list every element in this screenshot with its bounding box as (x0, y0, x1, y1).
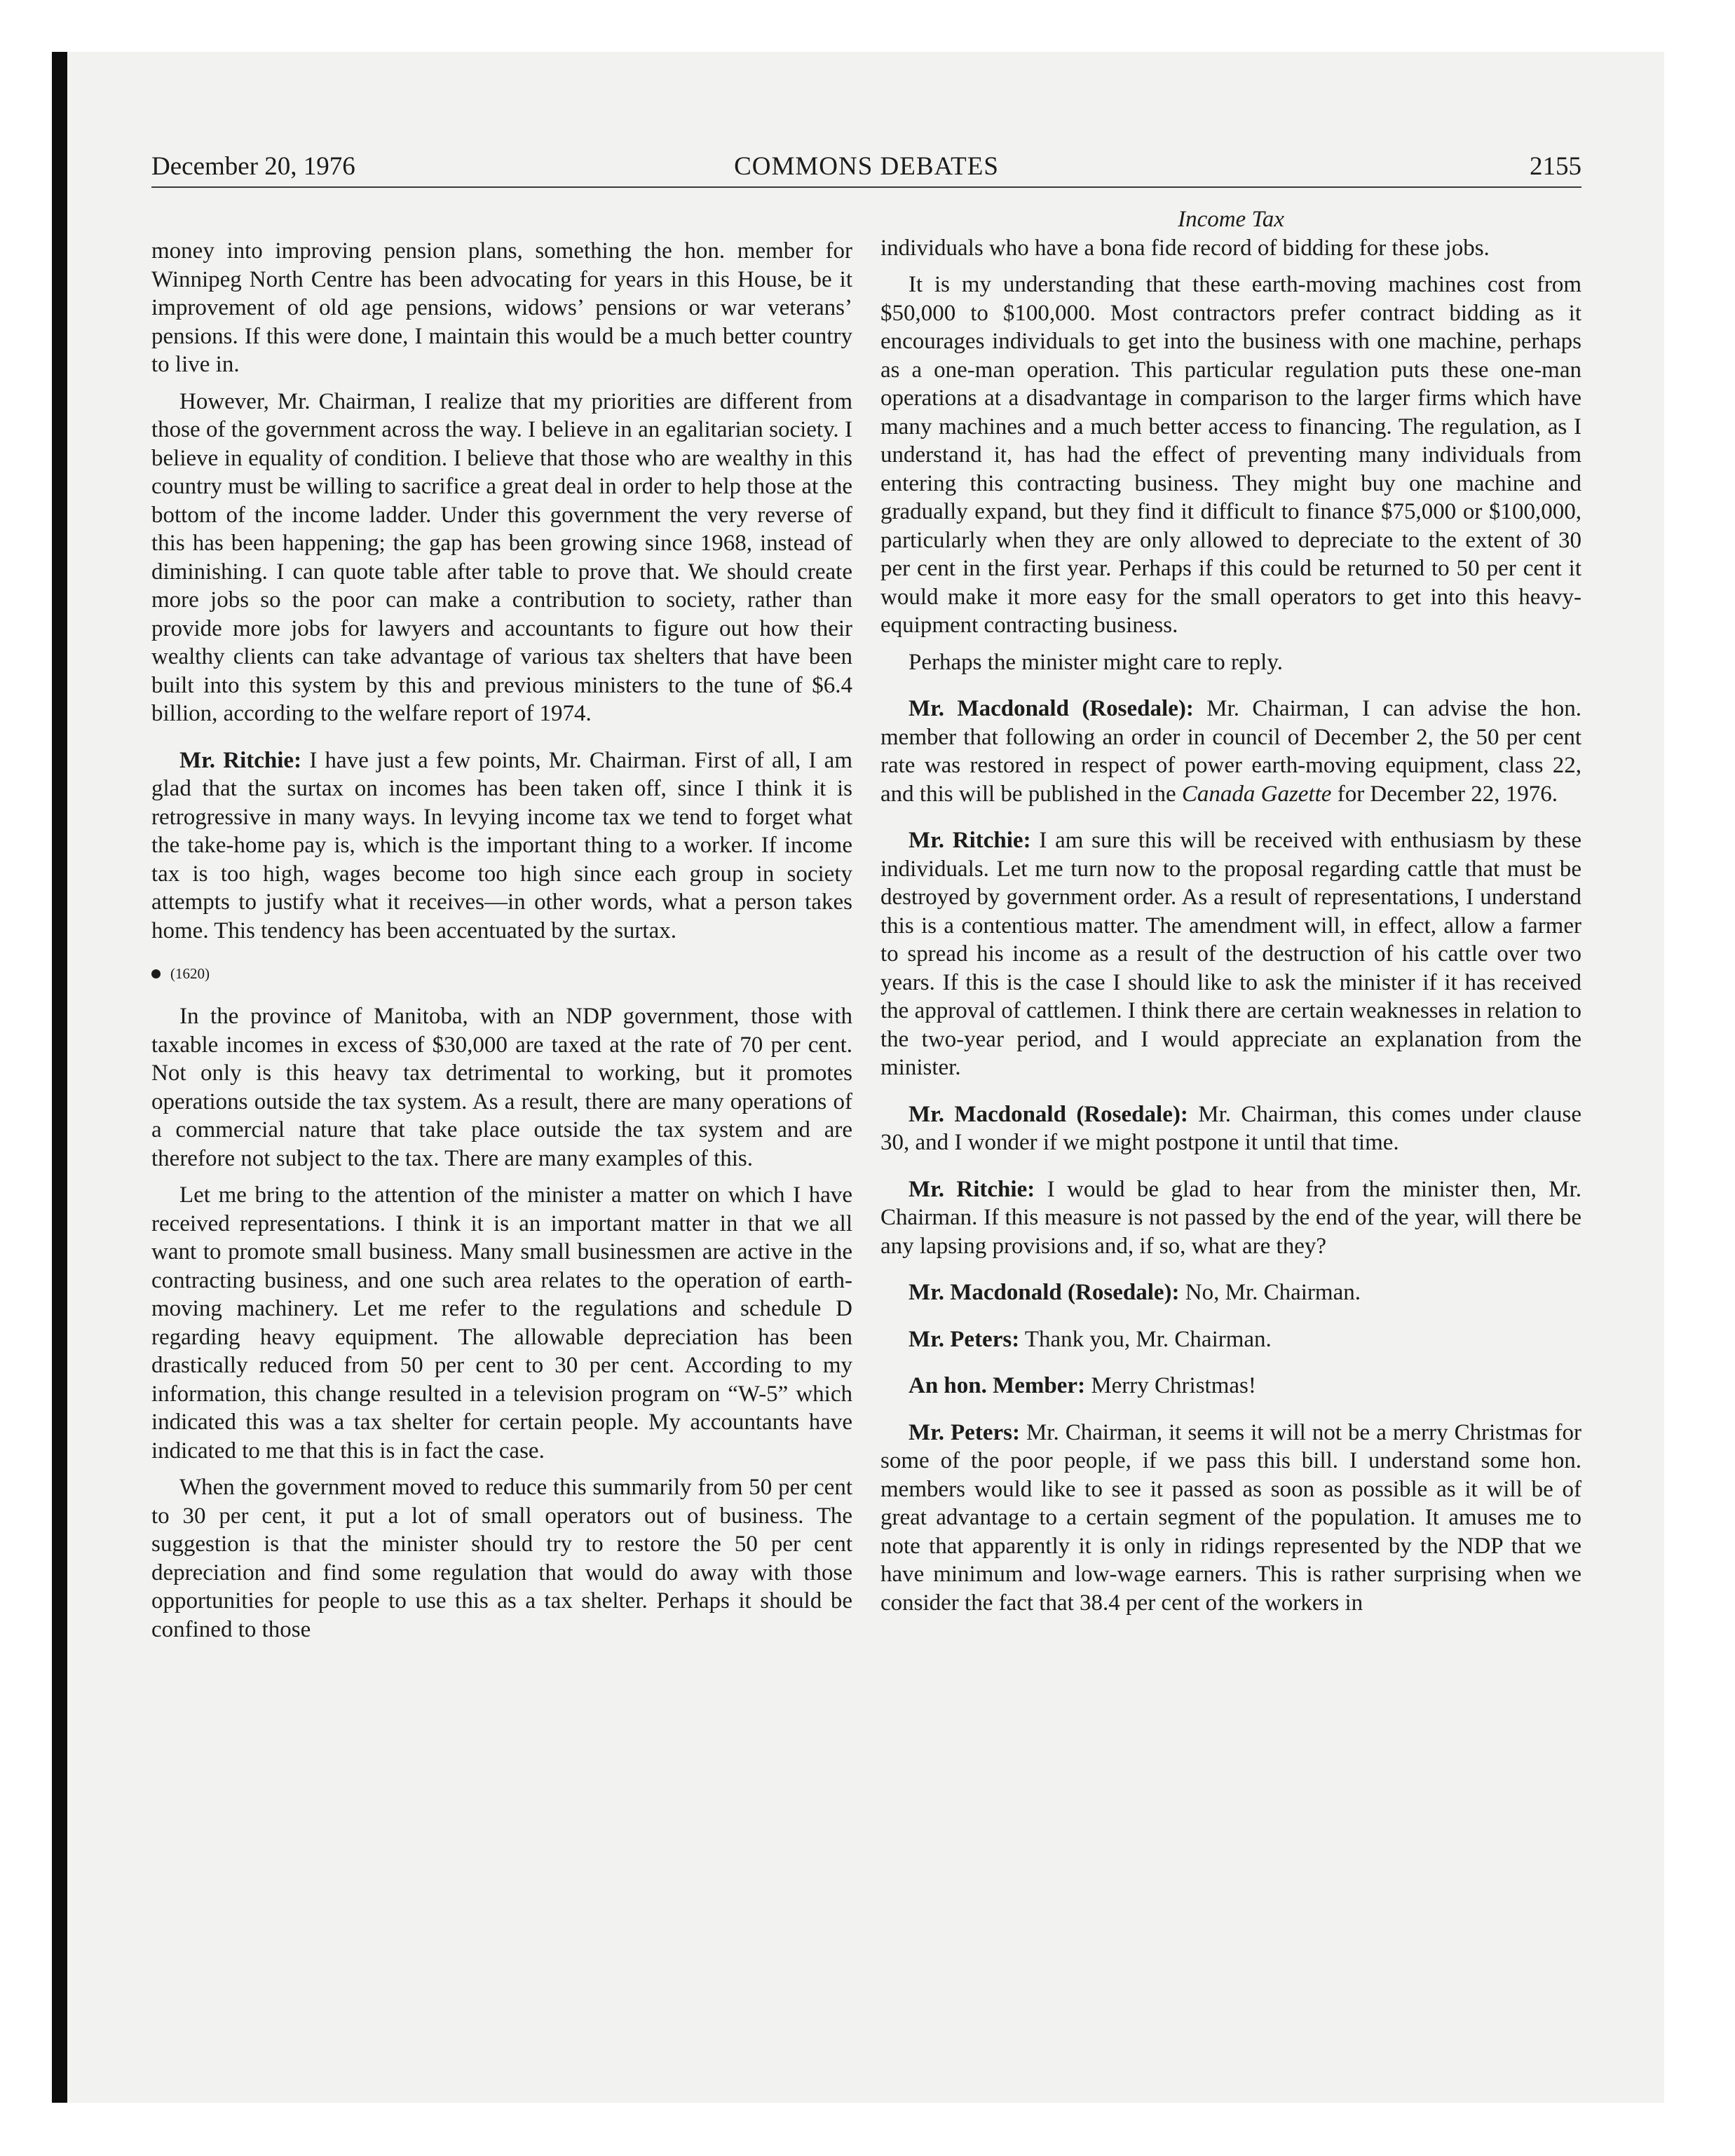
paragraph: However, Mr. Chairman, I realize that my priorities are different from those of the government across the way. I believe in an egalitarian society. I believe in equality of condition. I believe that those who are wealthy in this country must be willing to sacrifice a great deal in order to help those at the bottom of the income ladder. Under this government the very reverse of this has been happening; the gap has been growing since 1968, instead of diminishing. I can quote table after table to prove that. We should create more jobs so the poor can make a contribution to society, rather than provide more jobs for lawyers and accountants to figure out how their wealthy clients can take advantage of various tax shelters that have been built into this system by this and previous ministers to the tune of $6.4 billion, according to the welfare report of 1974. (151, 388, 852, 726)
speech-text: I am sure this will be received with enthusiasm by these individuals. Let me turn now to the proposal regarding cattle that must be destroyed by government order. As a result of representations, I understand this is a contentious matter. The amendment will, in effect, allow a farmer to spread his income as a result of the destruction of his cattle over two years. If this is the case I should like to ask the minister if it has received the approval of cattlemen. I think there are certain weaknesses in relation to the two-year period, and I would appreciate an explanation from the minister. (880, 828, 1582, 1080)
speaker-name: Mr. Ritchie: (909, 828, 1031, 853)
speaker-name: Mr. Macdonald (Rosedale): (909, 696, 1194, 721)
speech-text: Mr. Chairman, it seems it will not be a merry Christmas for some of the poor people, if we pass this bill. I understand some hon. members would like to see it passed as soon as possible as it will be of great advantage to a certain segment of the population. It amuses me to note that apparently it is only in ridings represented by the NDP that we have minimum and low-wage earners. This is rather surprising when we consider the fact that 38.4 per cent of the workers in (880, 1419, 1581, 1616)
paragraph: money into improving pension plans, something the hon. member for Winnipeg North Centre has been advocating for years in this House, be it improvement of old age pensions, widows’ pensions or war veterans’ pensions. If this were done, I maintain this would be a much better country to live in. (151, 238, 852, 377)
speech (880, 1278, 1581, 1307)
speaker-name: Mr. Macdonald (Rosedale): (909, 1101, 1188, 1127)
paragraph: When the government moved to reduce this summarily from 50 per cent to 30 per cent, it put a lot of small operators out of business. The suggestion is that the minister should try to restore the 50 per cent depreciation and find some regulation that would do away with those opportunities for people to use this as a tax shelter. Perhaps it should be confined to those (151, 1475, 852, 1642)
speech (880, 1175, 1581, 1261)
header-date: December 20, 1976 (151, 152, 355, 181)
speech (880, 1372, 1581, 1400)
speech (880, 1419, 1581, 1618)
speaker-name: Mr. Peters: (909, 1419, 1020, 1445)
speech-text: Mr. Chairman, this comes under clause 30, and I wonder if we might postpone it until that time. (880, 1101, 1582, 1155)
page-header (151, 150, 1581, 188)
speech (880, 695, 1581, 808)
paragraph: It is my understanding that these earth-moving machines cost from $50,000 to $100,000. Most contractors prefer contract bidding as it encourages individuals to get into the business with one machine, perhaps as a one-man operation. This particular regulation puts these one-man operations at a disadvantage in comparison to the larger firms which have many machines and a much better access to financing. The regulation, as I understand it, has had the effect of preventing many individuals from entering this contracting business. They might buy one machine and gradually expand, but they find it difficult to finance $75,000 or $100,000, particularly when they are only allowed to depreciate to the extent of 30 per cent in the first year. Perhaps if this could be returned to 50 per cent it would make it more easy for the small operators to get into this heavy-equipment contracting business. (880, 272, 1581, 638)
paragraph: individuals who have a bona fide record of bidding for these jobs. (880, 235, 1490, 261)
page-number: 2155 (1530, 152, 1581, 181)
left-column (151, 237, 852, 1644)
speech-text: I have just a few points, Mr. Chairman. First of all, I am glad that the surtax on incomes has been taken off, since I think it is retrogressive in many ways. In levying income tax we tend to forget what the take-home pay is, which is the important thing to a worker. If income tax is too high, wages become too high since each group in society attempts to justify what it receives—in other words, what a person takes home. This tendency has been accentuated by the surtax. (151, 747, 852, 943)
speech-text: Mr. Chairman, I can advise the hon. member that following an order in council of December 2, the 50 per cent rate was restored in respect of power earth-moving equipment, class 22, and this will be published in the (880, 696, 1582, 807)
time-marker-text: (1620) (170, 965, 210, 982)
speaker-name: An hon. Member: (909, 1373, 1086, 1398)
speaker-name: Mr. Ritchie: (179, 747, 302, 773)
header-title: COMMONS DEBATES (734, 152, 999, 181)
speech-text: Thank you, Mr. Chairman. (1024, 1326, 1272, 1352)
speech-text: for December 22, 1976. (1337, 781, 1558, 807)
speech (880, 826, 1581, 1082)
right-column (880, 205, 1581, 1617)
speaker-name: Mr. Peters: (909, 1326, 1020, 1352)
speech (880, 1325, 1581, 1354)
paragraph: Let me bring to the attention of the minister a matter on which I have received representations. I think it is an important matter in that we all want to promote small business. Many small businessmen are active in the contracting business, and one such area relates to the operation of earth-moving machinery. Let me refer to the regulations and schedule D regarding heavy equipment. The allowable depreciation has been drastically reduced from 50 per cent to 30 per cent. According to my information, this change resulted in a television program on “W-5” which indicated this was a tax shelter for certain people. My accountants have indicated to me that this is in fact the case. (151, 1182, 852, 1464)
speech-text: No, Mr. Chairman. (1185, 1280, 1361, 1305)
bullet-icon (151, 969, 161, 978)
speaker-name: Mr. Macdonald (Rosedale): (909, 1280, 1180, 1305)
speech-text: I would be glad to hear from the minister then, Mr. Chairman. If this measure is not passed by the end of the year, will there be any lapsing provisions and, if so, what are they? (880, 1176, 1581, 1259)
binding-edge (52, 52, 67, 2103)
paragraph: In the province of Manitoba, with an NDP government, those with taxable incomes in excess of $30,000 are taxed at the rate of 70 per cent. Not only is this heavy tax detrimental to working, but it promotes operations outside the tax system. As a result, there are many operations of a commercial nature that take place outside the tax system and are therefore not subject to the tax. There are many examples of this. (151, 1004, 852, 1171)
subject-heading: Income Tax (1178, 207, 1284, 232)
speech (880, 1100, 1581, 1157)
paragraph: Perhaps the minister might care to reply. (909, 649, 1283, 675)
speech (151, 746, 852, 946)
publication-title: Canada Gazette (1181, 781, 1332, 807)
time-marker (151, 963, 852, 984)
speaker-name: Mr. Ritchie: (909, 1176, 1035, 1202)
speech-text: Merry Christmas! (1091, 1373, 1256, 1398)
